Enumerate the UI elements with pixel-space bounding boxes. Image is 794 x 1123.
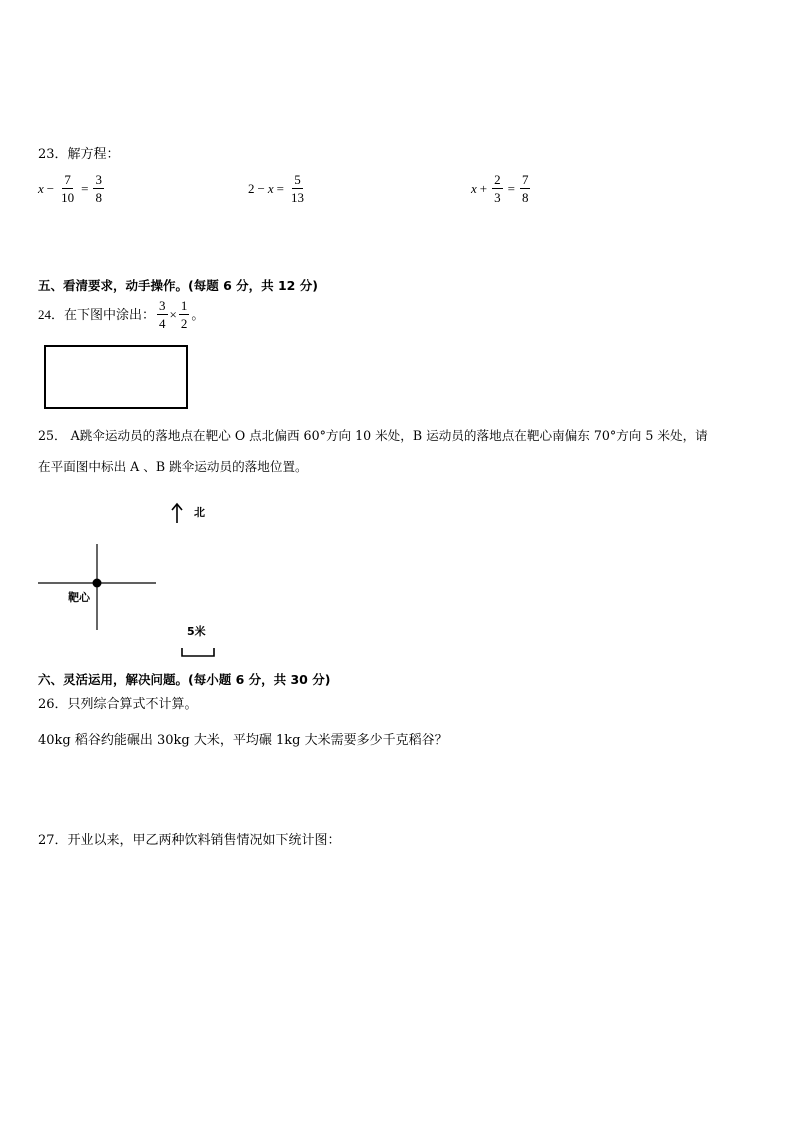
section-5-heading: 五、看清要求，动手操作。(每题 6 分，共 12 分) [38,278,318,293]
eq2-fraction: $\frac{5}{13}$ [290,172,304,205]
bullseye-label: 靶心 [68,591,90,604]
north-arrow [172,504,182,523]
q26-label: 26．只列综合算式不计算。 [38,697,198,712]
equation-2 [248,172,308,205]
eq1-fraction-2: $\frac{3}{8}$ [95,172,102,205]
eq2-equals: = [276,180,284,196]
eq1-fraction-1: $\frac{7}{10}$ [61,172,75,205]
q24-line [38,298,204,331]
eq3-equals: = [507,180,515,196]
eq3-fraction-1: $\frac{2}{3}$ [494,172,501,205]
eq1-equals: = [81,180,89,196]
q24-label: 24．在下图中涂出： [38,306,156,322]
north-label: 北 [194,506,205,519]
q24-fraction-2: $\frac{1}{2}$ [180,298,188,331]
target-diagram[interactable] [30,496,260,666]
q25-line-2: 在平面图中标出 A 、B 跳伞运动员的落地位置。 [38,459,308,474]
eq3-plus: + [479,180,488,196]
q24-end: 。 [191,306,205,322]
shading-rectangle[interactable] [44,345,188,409]
q27-label: 27．开业以来，甲乙两种饮料销售情况如下统计图： [38,833,341,848]
eq3-fraction-2: $\frac{7}{8}$ [521,172,529,205]
section-6-heading: 六、灵活运用，解决问题。(每小题 6 分，共 30 分) [38,672,331,687]
scale-bar [182,648,214,656]
eq3-var: x [471,180,477,196]
q26-text: 40kg 稻谷约能碾出 30kg 大米，平均碾 1kg 大米需要多少千克稻谷？ [38,733,448,748]
equation-3 [471,172,532,205]
scale-label: 5米 [187,625,206,638]
eq1-var: x [38,180,44,196]
q24-fraction-1: $\frac{3}{4}$ [159,298,166,331]
eq2-minus: − [257,180,265,196]
q23-label: 23．解方程： [38,147,120,162]
q25-line-1: 25． A跳伞运动员的落地点在靶心 O 点北偏西 60°方向 10 米处，B 运动员的落地点在靶心南偏东 70°方向 5 米处，请 [38,428,708,443]
equation-1 [38,172,106,205]
eq2-const: 2 [248,180,255,196]
eq2-var: x [267,180,274,196]
bullseye-point [93,579,102,588]
q24-times: × [169,306,177,322]
eq1-minus: − [46,180,55,196]
